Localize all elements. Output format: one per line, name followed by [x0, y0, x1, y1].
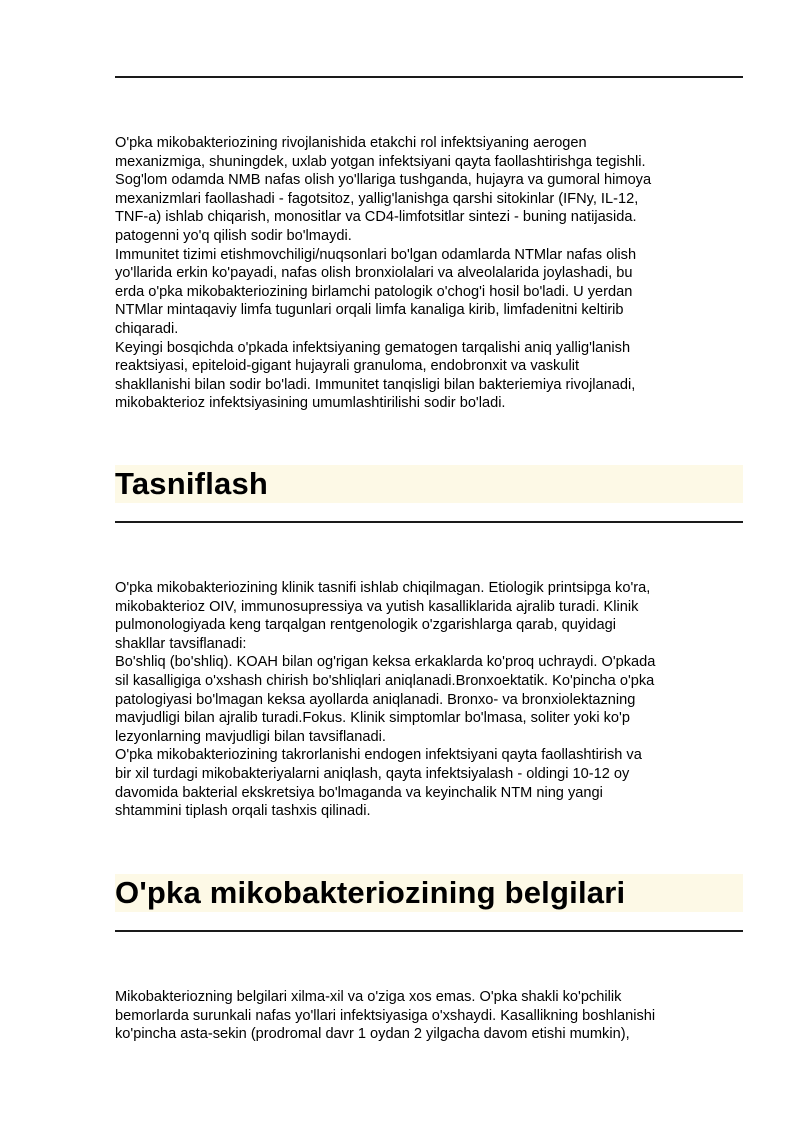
paragraph-symptoms: Mikobakteriozning belgilari xilma-xil va o'ziga xos emas. O'pka shakli ko'pchilik bemorlarda surunkali nafas yo'llari infektsiyasiga o'xshaydi. Kasallikning boshlanishi ko'pincha asta-sekin (prodromal davr 1 oydan 2 yilgacha davom etishi mumkin), [115, 989, 656, 1043]
heading-rule-symptoms [115, 930, 743, 932]
heading-classification: Tasniflash [115, 466, 269, 501]
heading-symptoms: O'pka mikobakteriozining belgilari [115, 875, 626, 910]
heading-rule-classification [115, 521, 743, 523]
paragraph-classification: O'pka mikobakteriozining klinik tasnifi ishlab chiqilmagan. Etiologik printsipga ko'ra, mikobakterioz OIV, immunosupressiya va yutish kasalliklarida ajralib turadi. Klinik pulmonologiyada keng tarqalgan rentgenologik o'zgarishlarga qarab, quyidagi shakllar tavsiflanadi: Bo'shliq (bo'shliq). KOAH bilan og'rigan keksa erkaklarda ko'proq uchraydi. O'pkada sil kasalligiga o'xshash chirish bo'shliqlari aniqlanadi.Bronxoektatik. Ko'pincha o'pka patologiyasi bo'lmagan keksa ayollarda aniqlanadi. Bronxo- va bronxiolektazning mavjudligi bilan ajralib turadi.Fokus. Klinik simptomlar bo'lmasa, soliter yoki ko'p lezyonlarning mavjudligi bilan tavsiflanadi. O'pka mikobakteriozining takrorlanishi endogen infektsiyani qayta faollashtirish va bir xil turdagi mikobakteriyalarni aniqlash, qayta infektsiyalash - oldingi 10-12 oy davomida bakterial ekskretsiya bo'lmaganda va keyinchalik NTM ning yangi shtammini tiplash orqali tashxis qilinadi. [115, 580, 656, 820]
paragraph-pathogenesis: O'pka mikobakteriozining rivojlanishida etakchi rol infektsiyaning aerogen mexanizmiga, shuningdek, uxlab yotgan infektsiyani qayta faollashtirishga tegishli. Sog'lom odamda NMB nafas olish yo'llariga tushganda, hujayra va gumoral himoya mexanizmlari faollashadi - fagotsitoz, yallig'lanishga qarshi sitokinlar (IFNy, IL-12, TNF-a) ishlab chiqarish, monositlar va CD4-limfotsitlar sintezi - buning natijasida. patogenni yo'q qilish sodir bo'lmaydi. Immunitet tizimi etishmovchiligi/nuqsonlari bo'lgan odamlarda NTMlar nafas olish yo'llarida erkin ko'payadi, nafas olish bronxiolalari va alveolalarida joylashadi, bu erda o'pka mikobakteriozining birlamchi patologik o'chog'i hosil bo'ladi. U yerdan NTMlar mintaqaviy limfa tugunlari orqali limfa kanaliga kirib, limfadenitni keltirib chiqaradi. Keyingi bosqichda o'pkada infektsiyaning gematogen tarqalishi aniq yallig'lanish reaktsiyasi, epiteloid-gigant hujayrali granuloma, endobronxit va vaskulit shakllanishi bilan sodir bo'ladi. Immunitet tanqisligi bilan bakteriemiya rivojlanadi, mikobakterioz infektsiyasining umumlashtirilishi sodir bo'ladi. [115, 135, 652, 412]
top-rule [115, 76, 743, 78]
